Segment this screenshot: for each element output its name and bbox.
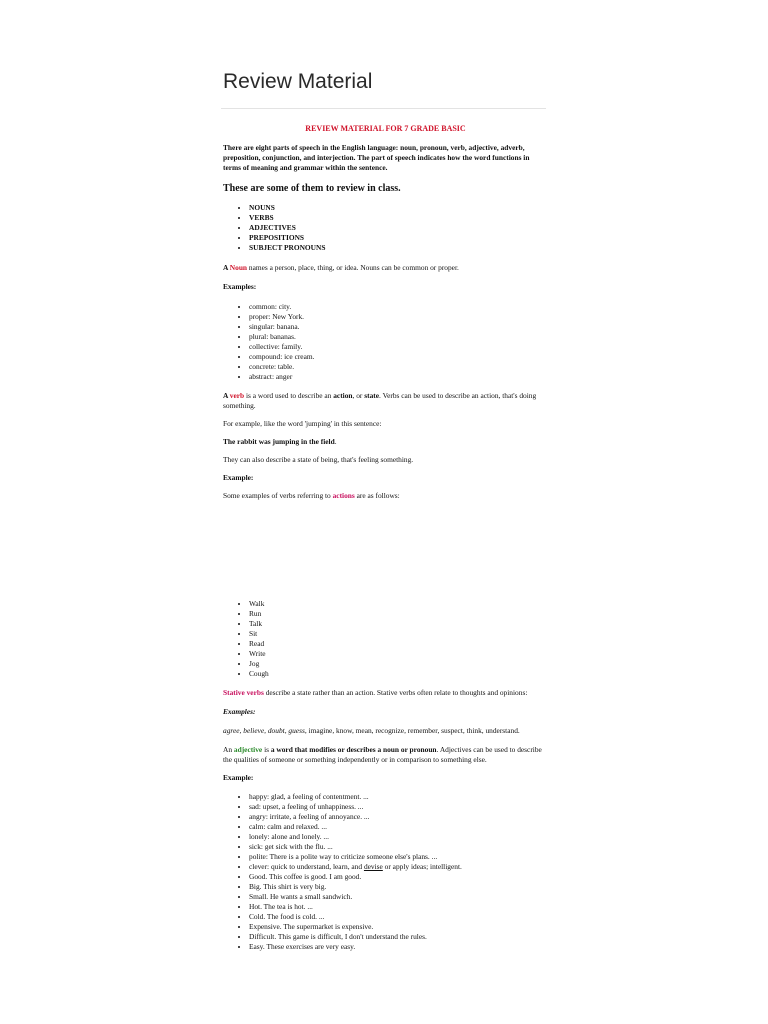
noun-examples-list <box>223 302 548 382</box>
verb-sentence: The rabbit was jumping in the field. <box>223 437 337 446</box>
list-item: • Talk <box>249 619 548 629</box>
noun-term: Noun <box>229 263 248 272</box>
noun-definition: A Noun names a person, place, thing, or idea. Nouns can be common or proper. <box>223 263 459 272</box>
list-item: • Big. This shirt is very big. <box>249 882 548 892</box>
noun-examples-label: Examples: <box>223 282 257 291</box>
list-item: • PREPOSITIONS <box>249 233 548 243</box>
list-item: • Hot. The tea is hot. ... <box>249 902 548 912</box>
list-item: • compound: ice cream. <box>249 352 548 362</box>
page-title: Review Material <box>223 70 373 93</box>
list-item: • sick: get sick with the flu. ... <box>249 842 548 852</box>
list-item: • lonely: alone and lonely. ... <box>249 832 548 842</box>
adjective-example-label: Example: <box>223 773 254 782</box>
list-item: • abstract: anger <box>249 372 548 382</box>
list-item: • concrete: table. <box>249 362 548 372</box>
list-item: • angry: irritate, a feeling of annoyance. ... <box>249 812 548 822</box>
list-item: • Walk <box>249 599 548 609</box>
verb-state-line: They can also describe a state of being, that's feeling something. <box>223 455 414 464</box>
list-item: • common: city. <box>249 302 548 312</box>
adjective-definition: An adjective is a word that modifies or describes a noun or pronoun. Adjectives can be used to describe the qualities of someone or something independently or in comparison to something else. <box>223 745 542 764</box>
intro-paragraph: There are eight parts of speech in the English language: noun, pronoun, verb, adjective, adverb, preposition, conjunction, and interjection. The part of speech indicates how the word functions in terms of meaning and grammar within the sentence. <box>223 143 530 172</box>
list-item: • Good. This coffee is good. I am good. <box>249 872 548 882</box>
list-item: • plural: bananas. <box>249 332 548 342</box>
topics-list <box>223 203 548 253</box>
list-item: • Easy. These exercises are very easy. <box>249 942 548 952</box>
doc-subtitle: REVIEW MATERIAL FOR 7 GRADE BASIC <box>305 124 466 133</box>
list-item: • Difficult. This game is difficult, I don't understand the rules. <box>249 932 548 942</box>
list-item: • Cough <box>249 669 548 679</box>
list-item: • sad: upset, a feeling of unhappiness. ... <box>249 802 548 812</box>
verb-example-line: For example, like the word 'jumping' in this sentence: <box>223 419 382 428</box>
stative-examples: agree, believe, doubt, guess, imagine, know, mean, recognize, remember, suspect, think, understand. <box>223 726 520 735</box>
verb-term: verb <box>229 391 245 400</box>
verb-example-label: Example: <box>223 473 254 482</box>
list-item: • polite: There is a polite way to criticize someone else's plans. ... <box>249 852 548 862</box>
list-item: • proper: New York. <box>249 312 548 322</box>
list-item: • Small. He wants a small sandwich. <box>249 892 548 902</box>
list-item: • Read <box>249 639 548 649</box>
review-heading: These are some of them to review in class. <box>223 183 401 194</box>
list-item: • Jog <box>249 659 548 669</box>
list-item: • happy: glad, a feeling of contentment. ... <box>249 792 548 802</box>
verb-actions-list <box>223 599 548 679</box>
list-item: • VERBS <box>249 213 548 223</box>
adjective-examples-list <box>223 792 548 952</box>
verb-actions-intro: Some examples of verbs referring to actions are as follows: <box>223 491 400 500</box>
stative-definition: Stative verbs describe a state rather than an action. Stative verbs often relate to thoughts and opinions: <box>223 688 528 697</box>
list-item: • Run <box>249 609 548 619</box>
list-item: • SUBJECT PRONOUNS <box>249 243 548 253</box>
title-divider <box>221 108 546 109</box>
list-item: • NOUNS <box>249 203 548 213</box>
adjective-term: adjective <box>233 745 263 754</box>
list-item: • ADJECTIVES <box>249 223 548 233</box>
list-item: • Sit <box>249 629 548 639</box>
list-item: • Expensive. The supermarket is expensive. <box>249 922 548 932</box>
stative-term: Stative verbs <box>223 688 264 697</box>
list-item: • singular: banana. <box>249 322 548 332</box>
list-item: • calm: calm and relaxed. ... <box>249 822 548 832</box>
list-item: • Write <box>249 649 548 659</box>
list-item: • Cold. The food is cold. ... <box>249 912 548 922</box>
stative-examples-label: Examples: <box>223 707 256 716</box>
verb-definition: A verb is a word used to describe an action, or state. Verbs can be used to describe an action, that's doing something. <box>223 391 537 410</box>
list-item: • collective: family. <box>249 342 548 352</box>
document-content <box>223 62 548 952</box>
list-item: • clever: quick to understand, learn, and devise or apply ideas; intelligent. <box>249 862 548 872</box>
